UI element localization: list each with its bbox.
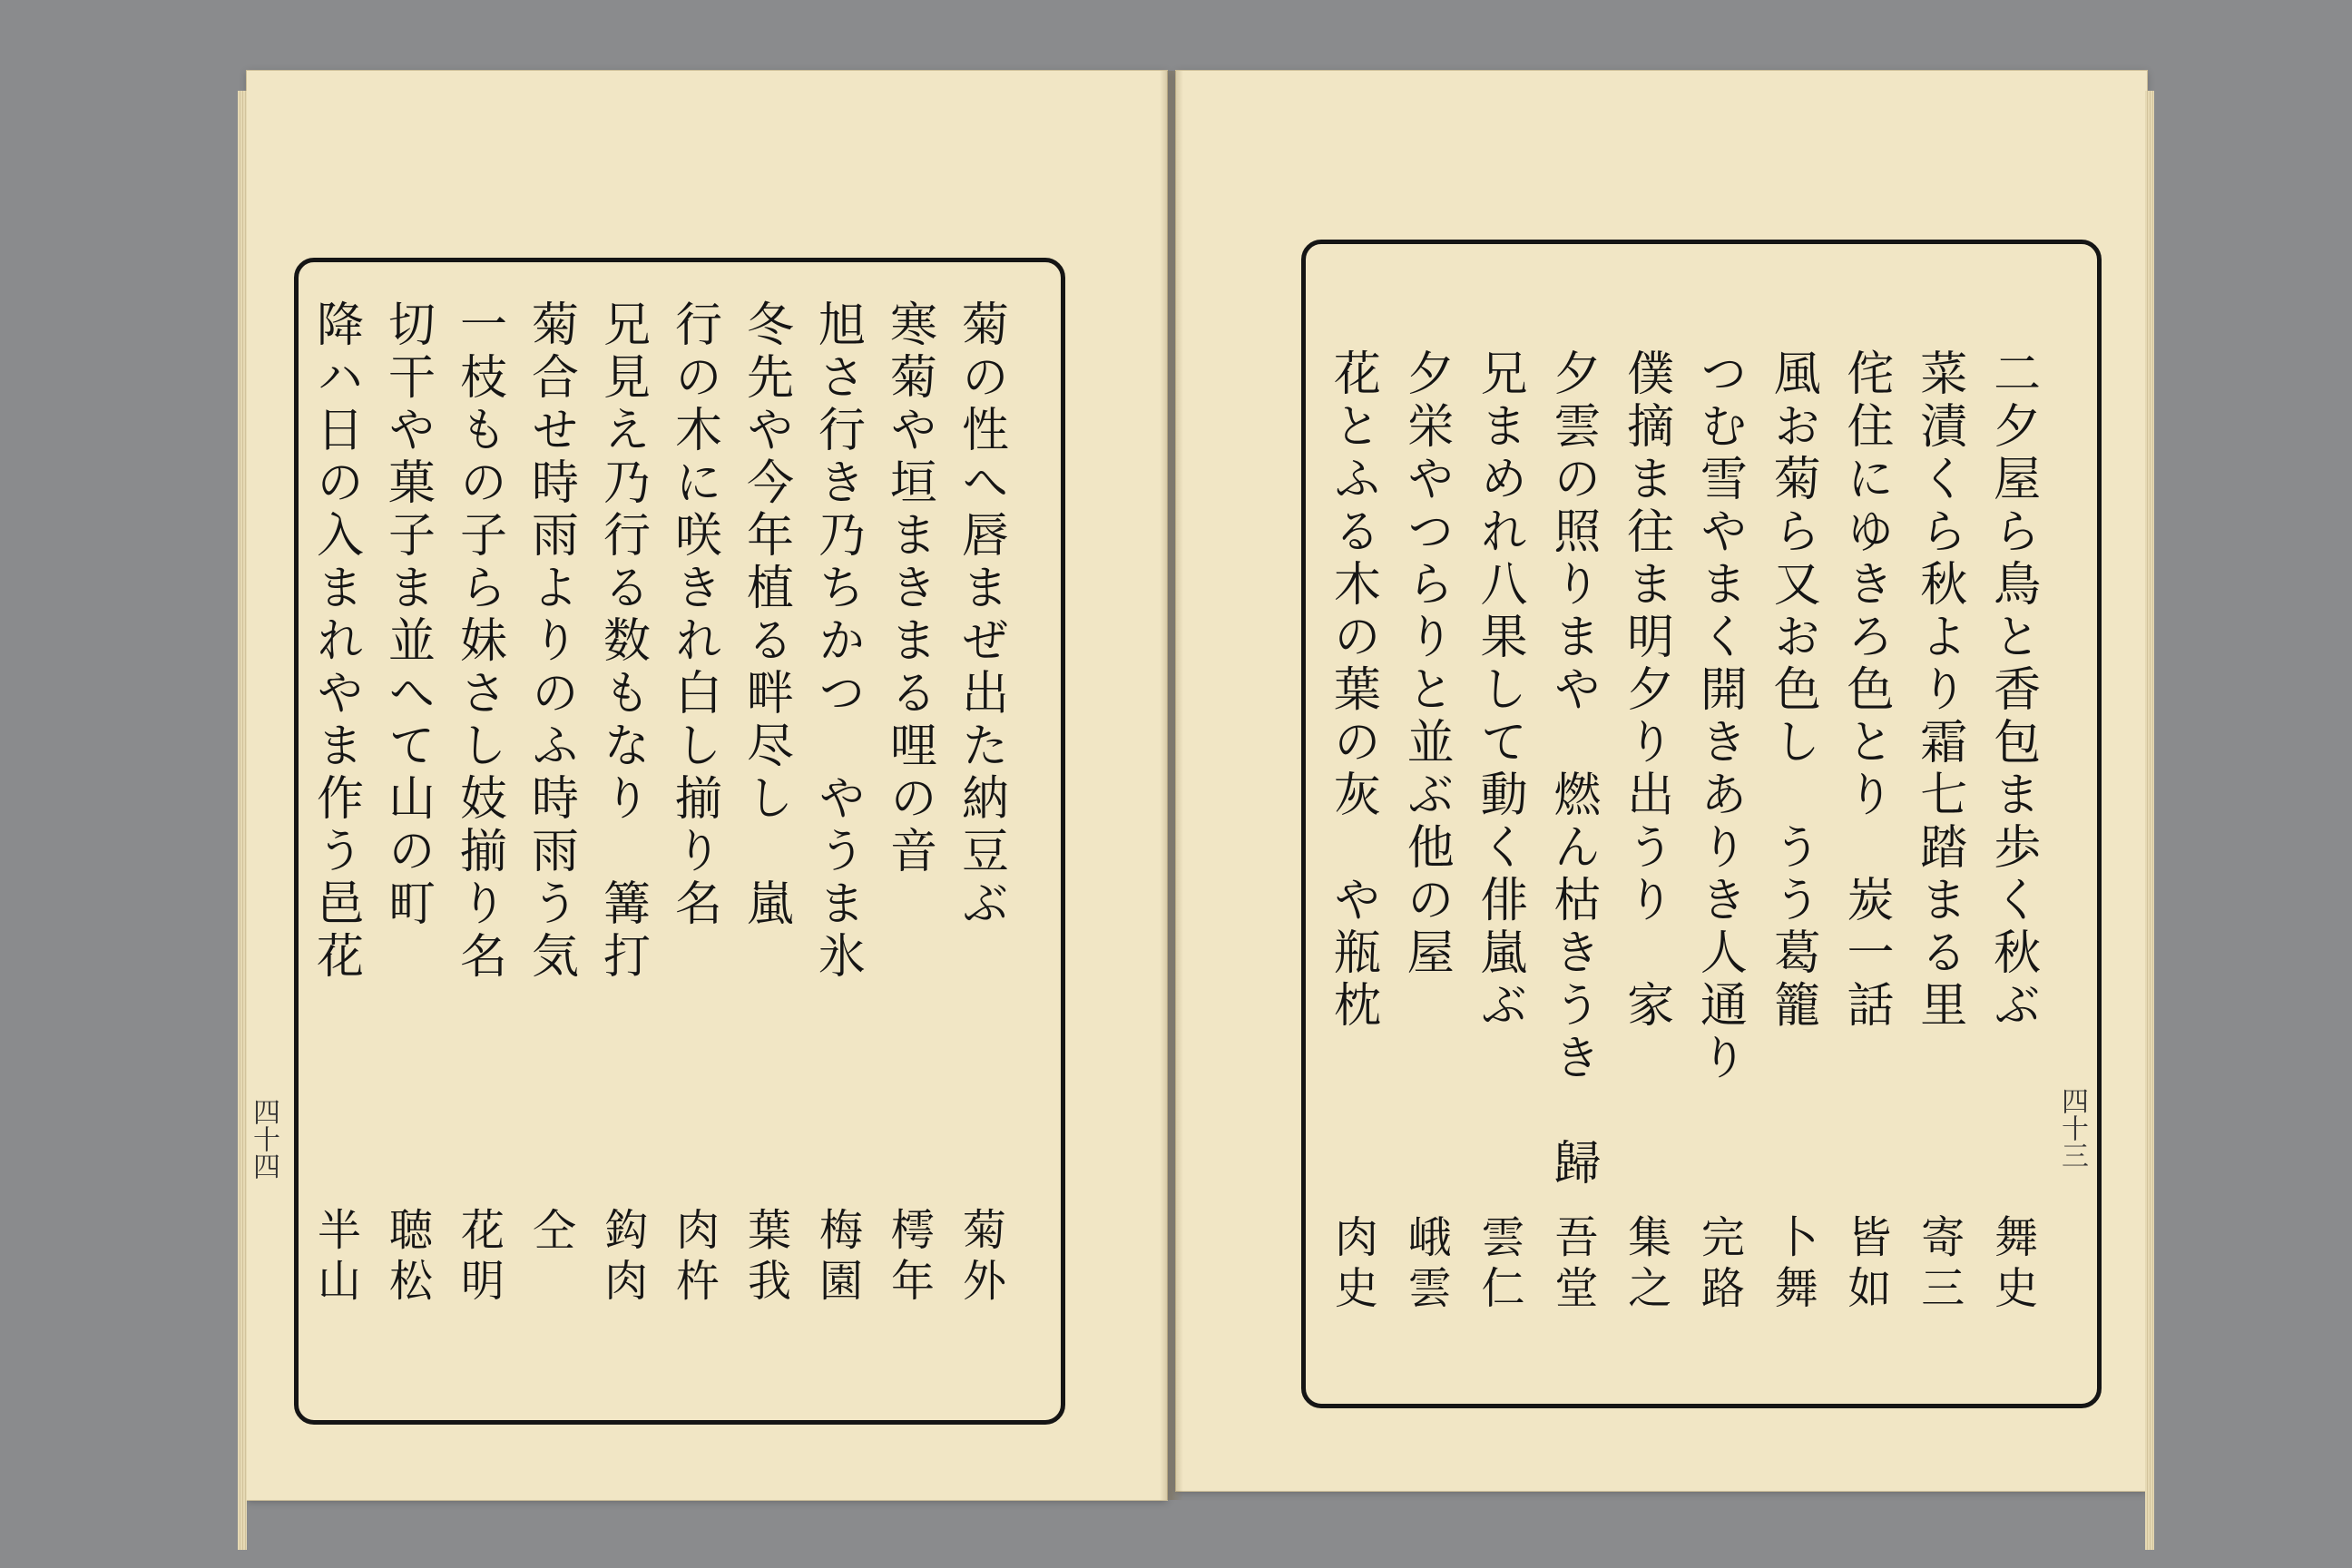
poem-column (299, 299, 371, 1370)
poem-text: 兄まめれ八果して動く俳嵐ぶ (1472, 348, 1527, 1033)
poem-text: 侘住にゆきろ色とり 炭一話 (1838, 348, 1893, 1033)
poem-text: 冬先や今年植る畔尽し 嵐 (738, 299, 793, 931)
poet-name: 鈎肉 (596, 1207, 648, 1308)
poet-name: 皆如 (1840, 1214, 1891, 1316)
poet-name: 菊外 (955, 1207, 1006, 1308)
poem-text: つむ雪やまく開きありき人通り (1691, 348, 1747, 1085)
poem-text: 一枝もの子ら妹さし妓揃り名 (451, 299, 506, 984)
poem-column (514, 299, 586, 1370)
poem-column (586, 299, 658, 1370)
poet-name: 舞史 (1986, 1214, 2038, 1316)
poem-column (1829, 348, 1903, 1365)
right-folio: 四十三 (2056, 1087, 2088, 1169)
poem-column (1682, 348, 1756, 1365)
poem-text: 菊の性へ唇まぜ出た納豆ぶ (953, 299, 1008, 931)
poet-name: 集之 (1620, 1214, 1671, 1316)
poem-column (1609, 348, 1682, 1365)
poem-column (1316, 348, 1389, 1365)
poem-text: 夕雲の照りまや 燃ん枯きうき 歸 (1544, 348, 1600, 1191)
poem-text: 菜漬くら秋より霜七踏まる里 (1911, 348, 1966, 1033)
poem-text: 行の木に咲きれ白し揃り名 (666, 299, 721, 931)
poet-name: 寄三 (1913, 1214, 1965, 1316)
poem-column (658, 299, 730, 1370)
poem-column (443, 299, 514, 1370)
poem-column (873, 299, 945, 1370)
poem-column (1463, 348, 1536, 1365)
poet-name: 峨雲 (1400, 1214, 1452, 1316)
poet-name: 梅園 (811, 1207, 863, 1308)
poet-name: 仝 (524, 1207, 576, 1258)
poet-name: 聴松 (381, 1207, 433, 1308)
poet-name: 雲仁 (1474, 1214, 1525, 1316)
book-gutter (1160, 71, 1183, 1500)
poet-name: 葉我 (740, 1207, 791, 1308)
left-folio: 四十四 (248, 1098, 279, 1180)
poem-column (1535, 348, 1609, 1365)
poem-text: 二夕屋ら鳥と香包ま歩く秋ぶ (1984, 348, 2040, 1033)
poet-name: 肉杵 (668, 1207, 720, 1308)
poet-name: 樗年 (883, 1207, 935, 1308)
right-page-edge (2145, 91, 2154, 1550)
poem-text: 切干や菓子ま並へて山の町 (379, 299, 435, 931)
poem-text: 僕摘ま往ま明夕り出うり 家 (1618, 348, 1673, 1033)
poem-column (730, 299, 801, 1370)
poem-text: 夕栄やつらりと並ぶ他の屋 (1398, 348, 1454, 980)
poem-text: 寒菊や垣まきまる哩の音 (881, 299, 936, 878)
poem-text: 降ハ日の入まれやま作う邑花 (308, 299, 363, 984)
poem-text: 兄見え乃行る数もなり 篝打 (594, 299, 650, 984)
poet-name: 半山 (309, 1207, 361, 1308)
poet-name: 完路 (1693, 1214, 1745, 1316)
poem-column (945, 299, 1016, 1370)
poem-column (801, 299, 873, 1370)
poet-name: 吾堂 (1546, 1214, 1598, 1316)
poem-text: 旭さ行き乃ちかつ やうま氷 (809, 299, 865, 984)
left-page-edge (238, 91, 247, 1550)
poem-column (1389, 348, 1463, 1365)
poem-column (1756, 348, 1829, 1365)
poet-name: 花明 (453, 1207, 505, 1308)
poem-text: 菊合せ時雨よりのふ時雨う気 (523, 299, 578, 984)
poem-text: 花とふる木の葉の灰 や瓶枕 (1325, 348, 1380, 1033)
poem-column (1975, 348, 2049, 1365)
poet-name: 肉史 (1327, 1214, 1378, 1316)
poem-column (1902, 348, 1975, 1365)
right-poem-columns (1316, 348, 2049, 1365)
poem-text: 風お菊ら又お色し うう葛籠 (1765, 348, 1820, 1033)
left-poem-columns (299, 299, 1016, 1370)
poem-column (371, 299, 443, 1370)
poet-name: 卜舞 (1767, 1214, 1818, 1316)
